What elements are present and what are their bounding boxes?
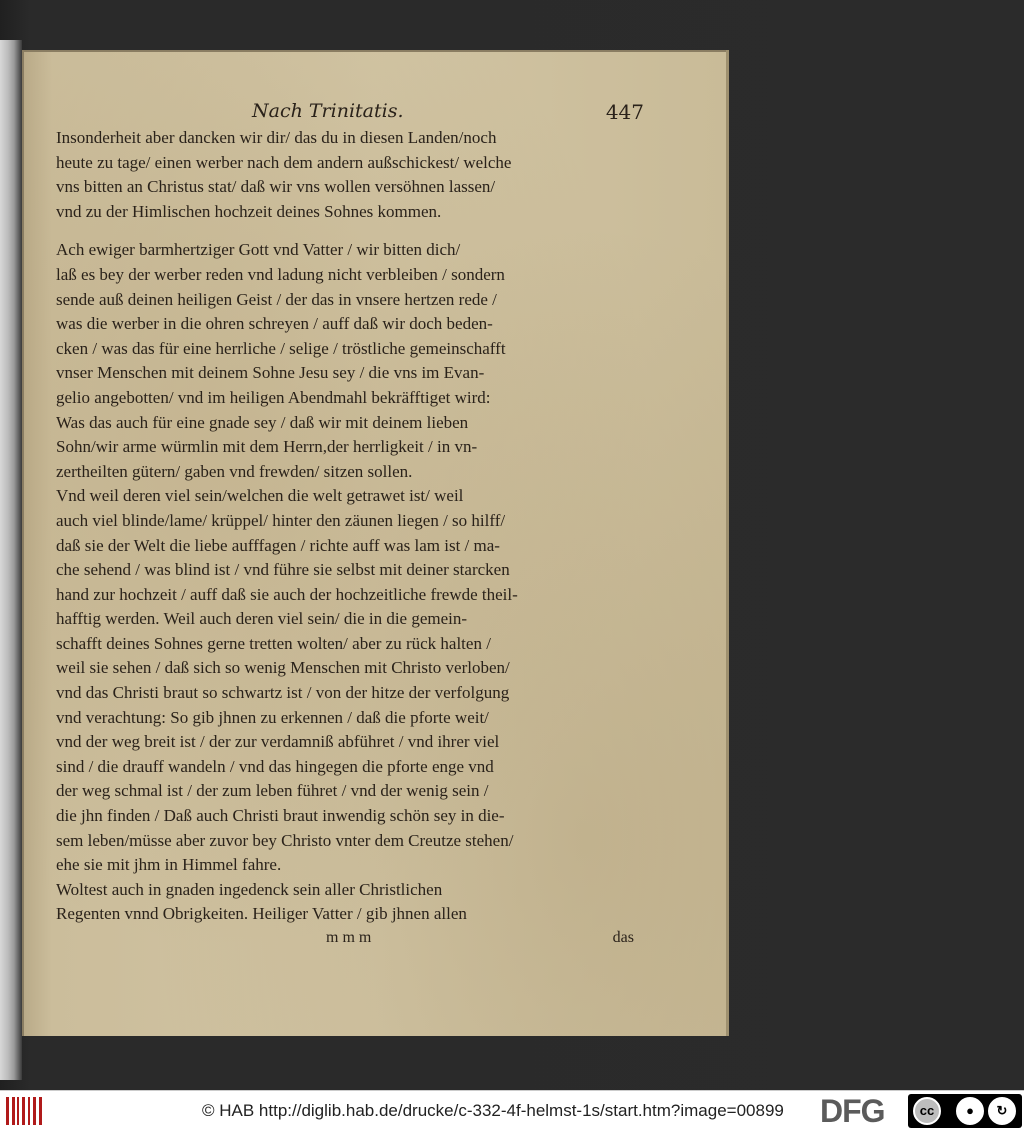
text-line: Was das auch für eine gnade sey / daß wir mit deinem lieben [56,412,469,432]
running-title: Nach Trinitatis. [252,100,404,122]
text-line: vnd zu der Himlischen hochzeit deines Sohnes kommen. [56,201,442,221]
text-line: sende auß deinen heiligen Geist / der das in vnsere hertzen rede / [56,289,497,309]
text-line: vns bitten an Christus stat/ daß wir vns wollen versöhnen lassen/ [56,177,496,197]
page-number: 447 [605,100,644,124]
text-line: der weg schmal ist / der zum leben führet / vnd der wenig sein / [56,781,489,801]
creative-commons-badge[interactable] [908,1094,1022,1128]
text-line: vnser Menschen mit deinem Sohne Jesu sey / die vns im Evan- [56,363,485,383]
text-line: gelio angebotten/ vnd im heiligen Abendmahl bekräfftiget wird: [56,387,491,407]
paragraph-4 [56,878,646,927]
text-line: Ach ewiger barmhertziger Gott vnd Vatter / wir bitten dich/ [56,240,461,260]
dfg-logo-icon[interactable]: DFG [820,1093,885,1129]
text-line: Sohn/wir arme würmlin mit dem Herrn,der herrligkeit / in vn- [56,437,478,457]
scanned-page [22,50,729,1036]
text-line: laß es bey der werber reden vnd ladung nicht verbleiben / sondern [56,264,505,284]
text-line: Woltest auch in gnaden ingedenck sein aller Christlichen [56,879,443,899]
text-line: weil sie sehen / daß sich so wenig Menschen mit Christo verloben/ [56,658,510,678]
text-line: vnd verachtung: So gib jhnen zu erkennen / daß die pforte weit/ [56,707,489,727]
by-label: BY [962,1118,972,1125]
text-line: Regenten vnnd Obrigkeiten. Heiliger Vatter / gib jhnen allen [56,904,467,924]
text-line: vnd das Christi braut so schwartz ist / von der hitze der verfolgung [56,683,510,703]
text-line: zertheilten gütern/ gaben vnd frewden/ sitzen sollen. [56,461,413,481]
share-alike-icon: ↻ [988,1097,1016,1125]
text-line: auch viel blinde/lame/ krüppel/ hinter den zäunen liegen / so hilff/ [56,510,506,530]
text-line: hafftig werden. Weil auch deren viel sein/ die in die gemein- [56,609,468,629]
text-line: cken / was das für eine herrliche / selige / tröstliche gemeinschafft [56,338,506,358]
paragraph-3 [56,484,646,878]
hab-barcode-logo-icon[interactable] [4,1095,46,1127]
paragraph-gap [56,224,646,238]
footer-bar [0,1090,1024,1131]
copyright-link[interactable]: © HAB http://diglib.hab.de/drucke/c-332-4f-helmst-1s/start.htm?image=00899 [202,1101,784,1120]
text-line: Insonderheit aber dancken wir dir/ das du in diesen Landen/noch [56,128,497,147]
signature-mark: m m m [326,929,372,946]
page-text-block [56,96,646,953]
catchword: das [612,929,634,946]
text-line: che sehend / was blind ist / vnd führe sie selbst mit deiner starcken [56,560,510,580]
text-line: vnd der weg breit ist / der zur verdamniß abführet / vnd ihrer viel [56,732,500,752]
text-line: sem leben/müsse aber zuvor bey Christo vnter dem Creutze stehen/ [56,830,514,850]
paragraph-2 [56,238,646,484]
text-line: hand zur hochzeit / auff daß sie auch der hochzeitliche frewde theil- [56,584,518,604]
text-line: die jhn finden / Daß auch Christi braut inwendig schön sey in die- [56,806,505,826]
paragraph-1 [56,126,646,224]
text-line: heute zu tage/ einen werber nach dem andern außschickest/ welche [56,152,512,172]
sa-label: SA [995,1118,1005,1125]
text-line: daß sie der Welt die liebe aufffagen / richte auff was lam ist / ma- [56,535,500,555]
creative-commons-icon: cc [913,1097,941,1125]
text-line: Vnd weil deren viel sein/welchen die welt getrawet ist/ weil [56,486,464,506]
attribution-person-icon: ● [956,1097,984,1125]
running-head [56,96,646,126]
text-line: was die werber in die ohren schreyen / auff daß wir doch beden- [56,314,493,334]
text-line: schafft deines Sohnes gerne tretten wolten/ aber zu rück halten / [56,633,491,653]
text-line: sind / die drauff wandeln / vnd das hingegen die pforte enge vnd [56,756,494,776]
catchword-line [56,927,646,953]
text-line: ehe sie mit jhm in Himmel fahre. [56,855,282,875]
book-edge [0,40,22,1080]
